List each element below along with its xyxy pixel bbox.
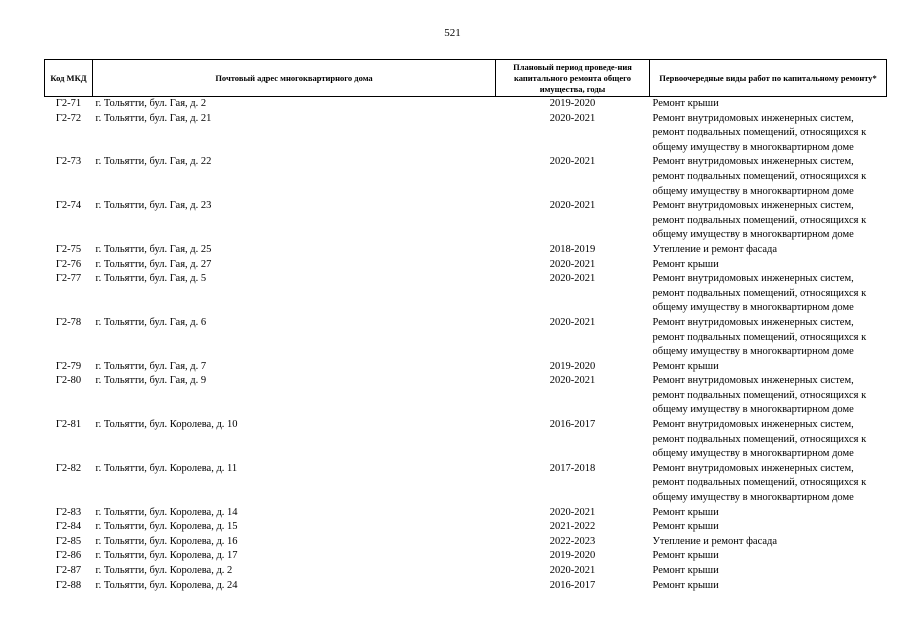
table-row — [45, 97, 887, 112]
table-body — [45, 97, 887, 594]
row-works — [650, 258, 887, 273]
works-line: Ремонт крыши — [652, 258, 719, 270]
table-row — [45, 418, 887, 462]
table-header-row — [45, 60, 887, 97]
row-code: Г2-81 — [55, 419, 82, 431]
table-row — [45, 579, 887, 594]
row-code: Г2-73 — [55, 156, 82, 168]
row-period: 2019-2020 — [549, 360, 596, 372]
table-row — [45, 506, 887, 521]
works-line: общему имуществу в многоквартирном доме — [652, 346, 854, 358]
row-period: 2019-2020 — [549, 98, 596, 109]
table-row — [45, 199, 887, 243]
row-code: Г2-79 — [55, 360, 82, 372]
row-code: Г2-86 — [55, 550, 82, 562]
row-works — [650, 549, 887, 564]
row-period: 2020-2021 — [549, 565, 596, 576]
row-code: Г2-80 — [55, 375, 82, 387]
works-line: ремонт подвальных помещений, относящихся к — [652, 477, 867, 489]
row-address: г. Тольятти, бул. Королева, д. 16 — [95, 535, 238, 547]
row-works — [650, 155, 887, 199]
works-line: Ремонт внутридомовых инженерных систем, — [652, 375, 854, 387]
header-period: Плановый период проведе-ния капитального ремонта общего имущества, годы — [496, 60, 650, 97]
row-code: Г2-84 — [55, 521, 82, 533]
row-address: г. Тольятти, бул. Королева, д. 24 — [95, 579, 238, 591]
row-period: 2020-2021 — [549, 112, 596, 124]
works-line: ремонт подвальных помещений, относящихся к — [652, 170, 867, 182]
row-works — [650, 506, 887, 521]
row-period: 2020-2021 — [549, 200, 596, 212]
table-row — [45, 462, 887, 506]
row-address: г. Тольятти, бул. Гая, д. 2 — [95, 98, 207, 109]
works-line: общему имуществу в многоквартирном доме — [652, 448, 854, 460]
table-row — [45, 374, 887, 418]
table-row — [45, 155, 887, 199]
table-row — [45, 243, 887, 258]
works-line: общему имуществу в многоквартирном доме — [652, 229, 854, 241]
row-code: Г2-74 — [55, 200, 82, 212]
row-code: Г2-85 — [55, 535, 82, 547]
works-line: Ремонт внутридомовых инженерных систем, — [652, 462, 854, 474]
row-code: Г2-77 — [55, 273, 82, 285]
row-period: 2016-2017 — [549, 579, 596, 591]
row-period: 2020-2021 — [549, 156, 596, 168]
row-works — [650, 360, 887, 375]
row-works — [650, 199, 887, 243]
table-row — [45, 535, 887, 550]
row-address: г. Тольятти, бул. Королева, д. 2 — [95, 565, 233, 576]
works-line: Ремонт крыши — [652, 579, 719, 591]
works-line: ремонт подвальных помещений, относящихся к — [652, 214, 867, 226]
row-address: г. Тольятти, бул. Королева, д. 17 — [95, 550, 238, 562]
row-period: 2020-2021 — [549, 258, 596, 270]
row-works — [650, 112, 887, 156]
row-works — [650, 462, 887, 506]
works-line: Ремонт внутридомовых инженерных систем, — [652, 273, 854, 285]
row-code: Г2-72 — [55, 112, 82, 124]
row-code: Г2-71 — [55, 98, 82, 109]
row-address: г. Тольятти, бул. Гая, д. 22 — [95, 156, 212, 168]
row-period: 2022-2023 — [549, 535, 596, 547]
row-address: г. Тольятти, бул. Гая, д. 5 — [95, 273, 207, 285]
row-period: 2016-2017 — [549, 419, 596, 431]
row-address: г. Тольятти, бул. Королева, д. 15 — [95, 521, 238, 533]
row-works — [650, 535, 887, 550]
row-address: г. Тольятти, бул. Гая, д. 7 — [95, 360, 207, 372]
works-line: общему имуществу в многоквартирном доме — [652, 492, 854, 504]
works-line: ремонт подвальных помещений, относящихся к — [652, 331, 867, 343]
works-line: ремонт подвальных помещений, относящихся к — [652, 127, 867, 139]
works-line: Утепление и ремонт фасада — [652, 243, 778, 255]
row-address: г. Тольятти, бул. Гая, д. 25 — [95, 243, 212, 255]
works-line: Ремонт внутридомовых инженерных систем, — [652, 112, 854, 124]
row-address: г. Тольятти, бул. Королева, д. 14 — [95, 506, 238, 518]
row-address: г. Тольятти, бул. Гая, д. 9 — [95, 375, 207, 387]
works-line: Ремонт крыши — [652, 360, 719, 372]
row-works — [650, 418, 887, 462]
row-works — [650, 97, 887, 112]
row-code: Г2-75 — [55, 243, 82, 255]
works-line: общему имуществу в многоквартирном доме — [652, 185, 854, 197]
works-line: Ремонт внутридомовых инженерных систем, — [652, 156, 854, 168]
housing-register-table — [44, 59, 887, 593]
row-period: 2020-2021 — [549, 506, 596, 518]
works-line: Ремонт крыши — [652, 565, 719, 576]
works-line: ремонт подвальных помещений, относящихся к — [652, 433, 867, 445]
row-period: 2020-2021 — [549, 273, 596, 285]
row-period: 2018-2019 — [549, 243, 596, 255]
row-code: Г2-88 — [55, 579, 82, 591]
table-row — [45, 360, 887, 375]
header-works: Первоочередные виды работ по капитальному ремонту* — [650, 60, 887, 97]
row-code: Г2-83 — [55, 506, 82, 518]
row-code: Г2-82 — [55, 462, 82, 474]
table-row — [45, 564, 887, 579]
works-line: общему имуществу в многоквартирном доме — [652, 404, 854, 416]
row-works — [650, 564, 887, 579]
row-period: 2017-2018 — [549, 462, 596, 474]
row-period: 2019-2020 — [549, 550, 596, 562]
row-period: 2020-2021 — [549, 316, 596, 328]
row-address: г. Тольятти, бул. Гая, д. 23 — [95, 200, 212, 212]
works-line: Ремонт крыши — [652, 98, 719, 109]
works-line: Ремонт внутридомовых инженерных систем, — [652, 316, 854, 328]
works-line: Утепление и ремонт фасада — [652, 535, 778, 547]
table-row — [45, 272, 887, 316]
works-line: Ремонт крыши — [652, 521, 719, 533]
row-works — [650, 243, 887, 258]
row-period: 2021-2022 — [549, 521, 596, 533]
header-address: Почтовый адрес многоквартирного дома — [93, 60, 496, 97]
row-code: Г2-76 — [55, 258, 82, 270]
table-row — [45, 316, 887, 360]
row-period: 2020-2021 — [549, 375, 596, 387]
works-line: Ремонт крыши — [652, 506, 719, 518]
header-code: Код МКД — [45, 60, 93, 97]
row-works — [650, 374, 887, 418]
table-row — [45, 520, 887, 535]
row-address: г. Тольятти, бул. Гая, д. 21 — [95, 112, 212, 124]
table-row — [45, 112, 887, 156]
row-address: г. Тольятти, бул. Гая, д. 27 — [95, 258, 212, 270]
row-code: Г2-78 — [55, 316, 82, 328]
table-row — [45, 258, 887, 273]
row-address: г. Тольятти, бул. Королева, д. 10 — [95, 419, 238, 431]
works-line: общему имуществу в многоквартирном доме — [652, 302, 854, 314]
row-works — [650, 520, 887, 535]
row-works — [650, 316, 887, 360]
works-line: Ремонт крыши — [652, 550, 719, 562]
works-line: ремонт подвальных помещений, относящихся к — [652, 287, 867, 299]
page-number: 521 — [444, 27, 461, 39]
works-line: Ремонт внутридомовых инженерных систем, — [652, 200, 854, 212]
row-code: Г2-87 — [55, 565, 82, 576]
row-address: г. Тольятти, бул. Гая, д. 6 — [95, 316, 207, 328]
works-line: Ремонт внутридомовых инженерных систем, — [652, 419, 854, 431]
row-works — [650, 272, 887, 316]
works-line: ремонт подвальных помещений, относящихся к — [652, 389, 867, 401]
works-line: общему имуществу в многоквартирном доме — [652, 141, 854, 153]
row-address: г. Тольятти, бул. Королева, д. 11 — [95, 462, 238, 474]
row-works — [650, 579, 887, 594]
table-row — [45, 549, 887, 564]
